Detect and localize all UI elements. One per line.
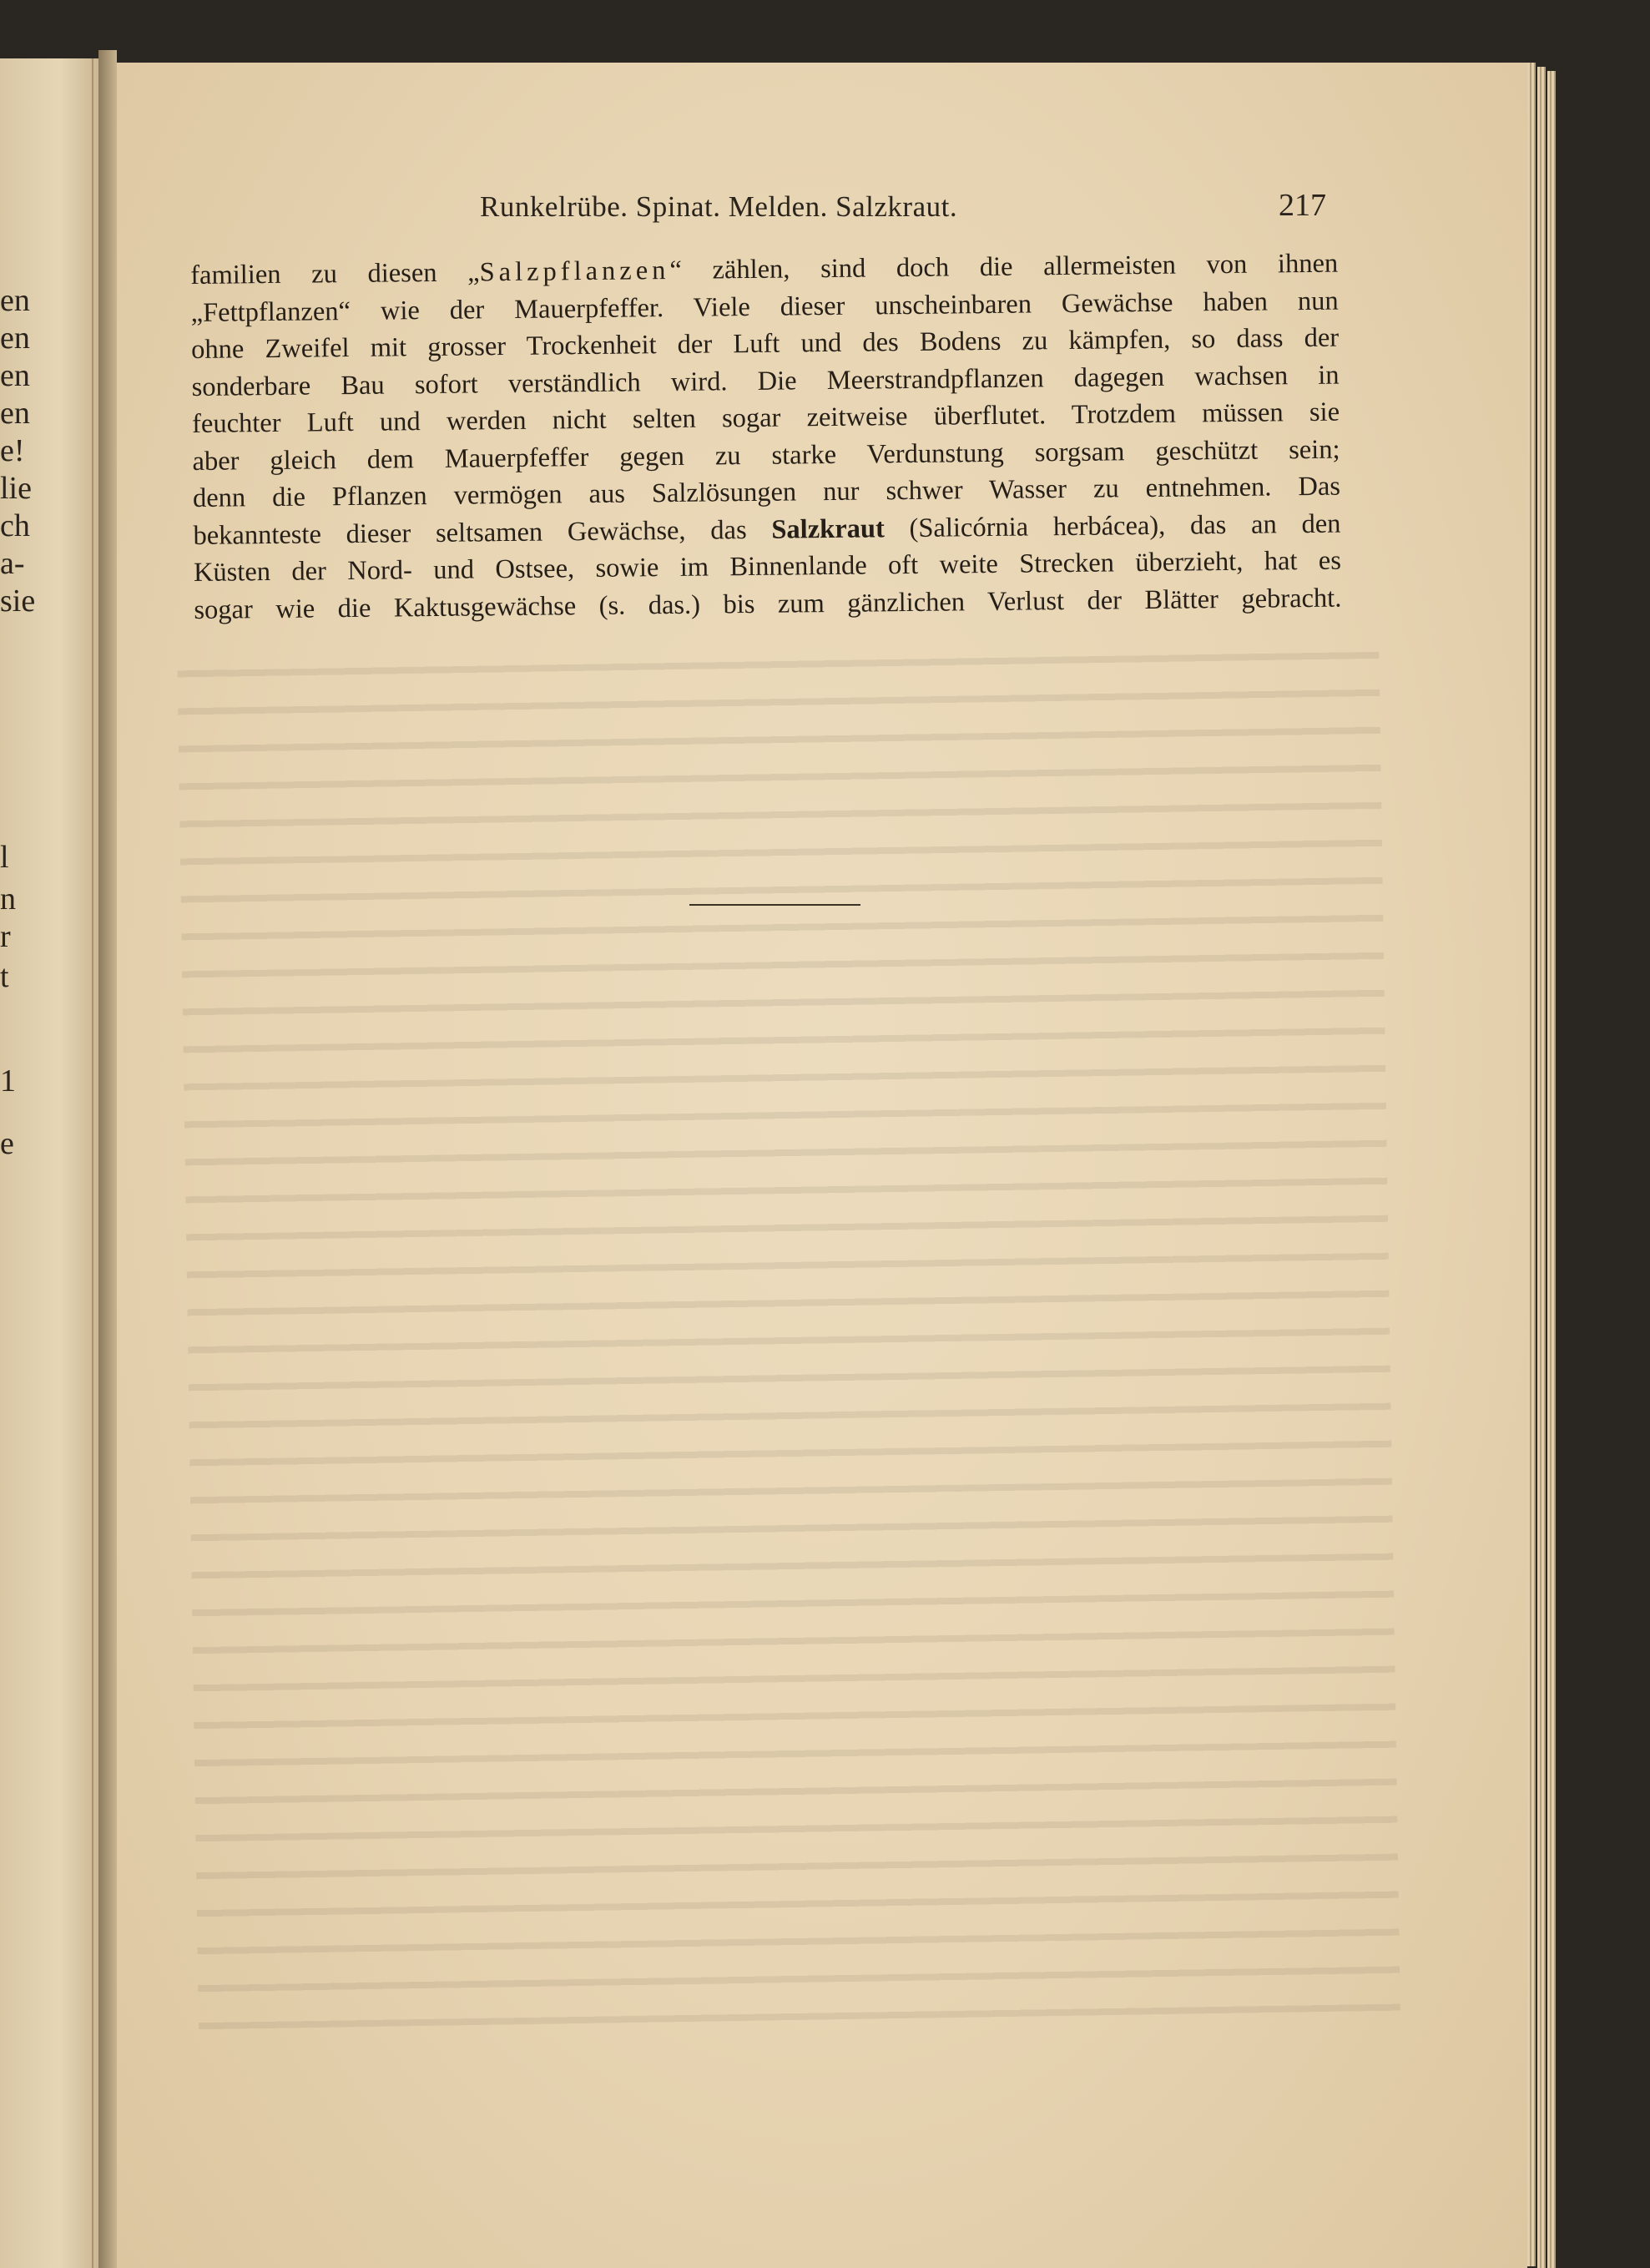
page-edge-stack (1547, 71, 1556, 2268)
left-page-edge (92, 58, 93, 2268)
text-line: ohne Zweifel mit grosser Trockenheit der Luft und des Bodens zu kämpfen, so dass der (190, 322, 1340, 365)
text-line: sogar wie die Kaktusgewächse (s. das.) bis zum gänzlichen Verlust der Blätter gebracht. (194, 583, 1342, 625)
left-page-fragment: sie (0, 583, 36, 619)
page-number: 217 (1279, 188, 1326, 223)
text-line: „Fettpflanzen“ wie der Mauerpfeffer. Viele dieser unscheinbaren Gewächse haben nun (190, 285, 1339, 328)
left-page-fragment: en (0, 283, 30, 318)
left-page-fragment: r (0, 919, 11, 954)
running-head: Runkelrübe. Spinat. Melden. Salzkraut. (480, 190, 958, 223)
left-page-fragment: 1 (0, 1063, 16, 1099)
left-page-fragment: e (0, 1126, 14, 1161)
left-page-fragment: n (0, 881, 16, 917)
text-line: aber gleich dem Mauerpfeffer gegen zu starke Verdunstung sorgsam geschützt sein; (192, 434, 1340, 477)
text-line: denn die Pflanzen vermögen aus Salzlösungen nur schwer Wasser zu entnehmen. Das (192, 471, 1341, 513)
left-page-fragment: en (0, 321, 30, 356)
text-line: feuchter Luft und werden nicht selten sogar zeitweise überflutet. Trotzdem müssen sie (191, 397, 1340, 439)
bold-term: Salzkraut (771, 513, 885, 545)
left-page-fragment: ch (0, 508, 30, 543)
left-page-fragment: e! (0, 433, 25, 468)
left-page-fragment: l (0, 840, 9, 875)
book-gutter (98, 50, 117, 2268)
left-page-fragment: en (0, 396, 30, 431)
left-page-fragment: t (0, 959, 9, 994)
text-span: familien zu diesen „ (190, 257, 480, 290)
left-facing-page (0, 58, 98, 2268)
section-end-rule (689, 904, 860, 906)
text-span: bekannteste dieser seltsamen Gewächse, das (193, 514, 772, 551)
page-edge-stack (1537, 67, 1546, 2268)
left-page-fragment: a- (0, 546, 25, 581)
page-edge-stack (1527, 63, 1536, 2266)
text-line: sonderbare Bau sofort verständlich wird. Die Meerstrandpflanzen dagegen wachsen in (191, 360, 1340, 402)
body-paragraph (190, 245, 1342, 629)
show-through-text (177, 634, 1400, 2029)
left-page-fragment: lie (0, 471, 32, 506)
text-line: Küsten der Nord- und Ostsee, sowie im Binnenlande oft weite Strecken überzieht, hat es (193, 545, 1342, 588)
left-page-fragment: en (0, 358, 30, 393)
spaced-term: Salzpflanzen (479, 255, 670, 288)
text-span: (Salicórnia herbácea), das an den (884, 508, 1341, 543)
text-span: “ zählen, sind doch die allermeisten von ihnen (669, 248, 1339, 285)
